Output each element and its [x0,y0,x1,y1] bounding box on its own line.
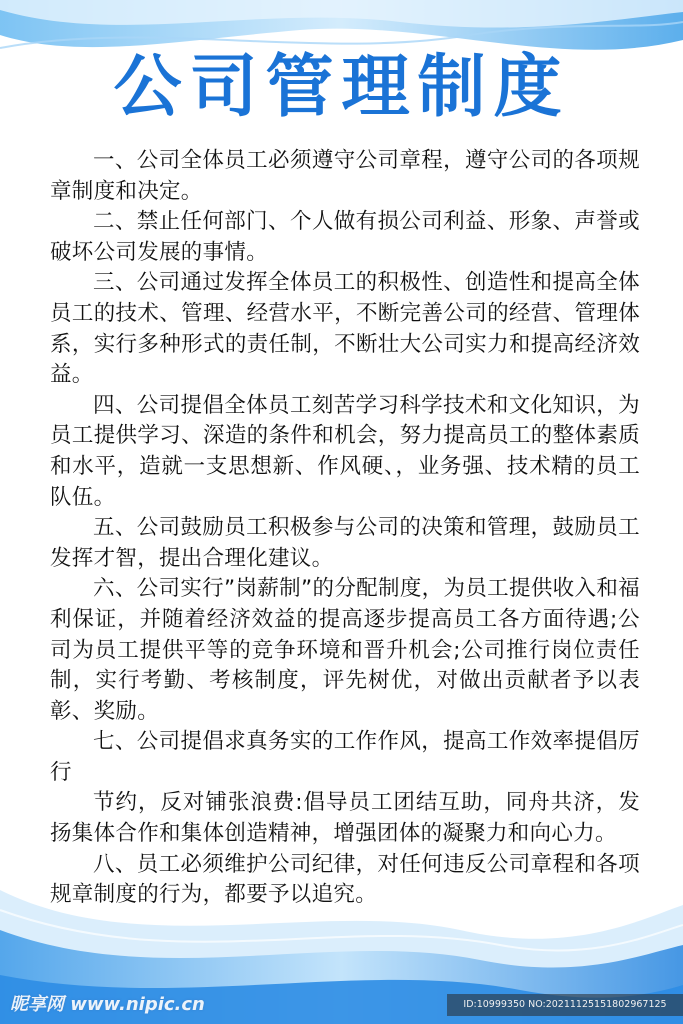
rules-body [50,146,640,911]
rule-paragraph-7: 七、公司提倡求真务实的工作作风，提高工作效率提倡厉行 [50,729,640,785]
rule-paragraph-5: 五、公司鼓励员工积极参与公司的决策和管理，鼓励员工发挥才智，提出合理化建议。 [50,515,640,571]
rule-paragraph-7-continued: 节约，反对铺张浪费:倡导员工团结互助，同舟共济，发扬集体合作和集体创造精神，增强团体的凝聚力和向心力。 [50,790,640,847]
poster-title: 公司管理制度 [113,48,570,127]
rule-paragraph-2: 二、禁止任何部门、个人做有损公司利益、形象、声誉或破坏公司发展的事情。 [50,209,640,265]
rule-paragraph-4: 四、公司提倡全体员工刻苦学习科学技术和文化知识，为员工提供学习、深造的条件和机会，努力提高员工的整体素质和水平，造就一支思想新、作风硬、，业务强、技术精的员工队伍。 [50,392,640,510]
rule-paragraph-8: 八、员工必须维护公司纪律，对任何违反公司章程和各项规章制度的行为，都要予以追究。 [50,851,640,908]
site-watermark: 昵享网 www.nipic.cn [10,994,205,1015]
rule-paragraph-6: 六、公司实行”岗薪制”的分配制度，为员工提供收入和福利保证，并随着经济效益的提高逐步提高员工各方面待遇;公司为员工提供平等的竞争环境和晋升机会;公司推行岗位责任制，实行考勤、考核制度，评先树优，对做出贡献者予以表彰、奖励。 [50,576,640,724]
rule-paragraph-3: 三、公司通过发挥全体员工的积极性、创造性和提高全体员工的技术、管理、经营水平，不断完善公司的经营、管理体系，实行多种形式的责任制，不断壮大公司实力和提高经济效益。 [50,270,640,388]
rule-paragraph-1: 一、公司全体员工必须遵守公司章程，遵守公司的各项规章制度和决定。 [50,148,640,204]
image-id-strip: ID:10999350 NO:20211125151802967125 [447,994,683,1016]
